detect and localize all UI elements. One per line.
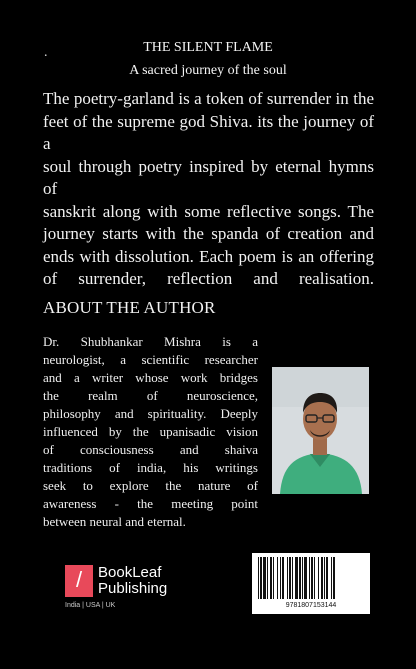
bio-line: seek to explore the nature of <box>43 478 258 493</box>
barcode-bar <box>299 557 301 599</box>
stray-dot: . <box>44 45 48 60</box>
barcode-bar <box>309 557 310 599</box>
barcode-bar <box>260 557 262 599</box>
barcode-bar <box>321 557 323 599</box>
blurb-line: soul through poetry inspired by eternal hymns of <box>43 156 374 198</box>
barcode-bar <box>280 557 281 599</box>
bio-line: traditions of india, his writings <box>43 460 258 475</box>
barcode-bar <box>331 557 332 599</box>
barcode-bar <box>311 557 313 599</box>
barcode-icon <box>252 553 370 602</box>
blurb-line: sanskrit along with some reflective songs. The <box>43 201 374 221</box>
barcode-bar <box>304 557 307 599</box>
blurb-line: ends with dissolution. Each poem is an offering <box>43 246 374 266</box>
publisher-regions: India | USA | UK <box>65 602 116 609</box>
blurb-line: feet of the supreme god Shiva. its the journey of a <box>43 111 374 153</box>
barcode-bar <box>270 557 272 599</box>
bio-line: and a writer whose work bridges <box>43 370 258 385</box>
bio-line: between neural and eternal. <box>43 514 186 529</box>
bio-line: neurologist, a scientific researcher <box>43 352 258 367</box>
book-title: THE SILENT FLAME <box>143 40 273 55</box>
bio-line: influenced by the upanisadic vision <box>43 424 258 439</box>
bio-line: awareness - the meeting point <box>43 496 258 511</box>
barcode-bar <box>282 557 284 599</box>
publisher-name-line1: BookLeaf <box>98 564 162 581</box>
barcode-bar <box>277 557 278 599</box>
author-photo <box>272 367 369 494</box>
logo-slash: / <box>75 567 83 592</box>
barcode-bar <box>289 557 291 599</box>
about-author-heading: ABOUT THE AUTHOR <box>43 298 216 317</box>
barcode-bar <box>258 557 259 599</box>
barcode-bar <box>333 557 335 599</box>
barcode-bar <box>263 557 266 599</box>
barcode-bar <box>326 557 328 599</box>
bio-line: philosophy and spirituality. Deeply <box>43 406 258 421</box>
blurb-line: The poetry-garland is a token of surrender in the <box>43 89 374 108</box>
barcode-bar <box>287 557 288 599</box>
barcode-bar <box>324 557 325 599</box>
barcode-bar <box>318 557 319 599</box>
barcode-bar <box>295 557 298 599</box>
bio-line: Dr. Shubhankar Mishra is a <box>43 334 258 349</box>
author-portrait-icon <box>272 367 369 494</box>
book-subtitle: A sacred journey of the soul <box>129 63 287 78</box>
blurb-line: journey starts with the spanda of creation and <box>43 224 374 243</box>
barcode-bar <box>267 557 268 599</box>
barcode-bar <box>292 557 293 599</box>
barcode-bar <box>314 557 315 599</box>
barcode-bar <box>302 557 303 599</box>
author-bio <box>43 333 258 531</box>
blurb-line: of surrender, reflection and realisation. <box>43 269 374 288</box>
bio-line: the realm of neuroscience, <box>43 388 258 403</box>
book-blurb <box>43 88 374 291</box>
isbn-number: 9781807153144 <box>285 602 337 609</box>
isbn-barcode <box>252 553 370 614</box>
bio-line: of consciousness and shaiva <box>43 442 258 457</box>
publisher-name-line2: Publishing <box>98 580 168 597</box>
barcode-bar <box>273 557 274 599</box>
